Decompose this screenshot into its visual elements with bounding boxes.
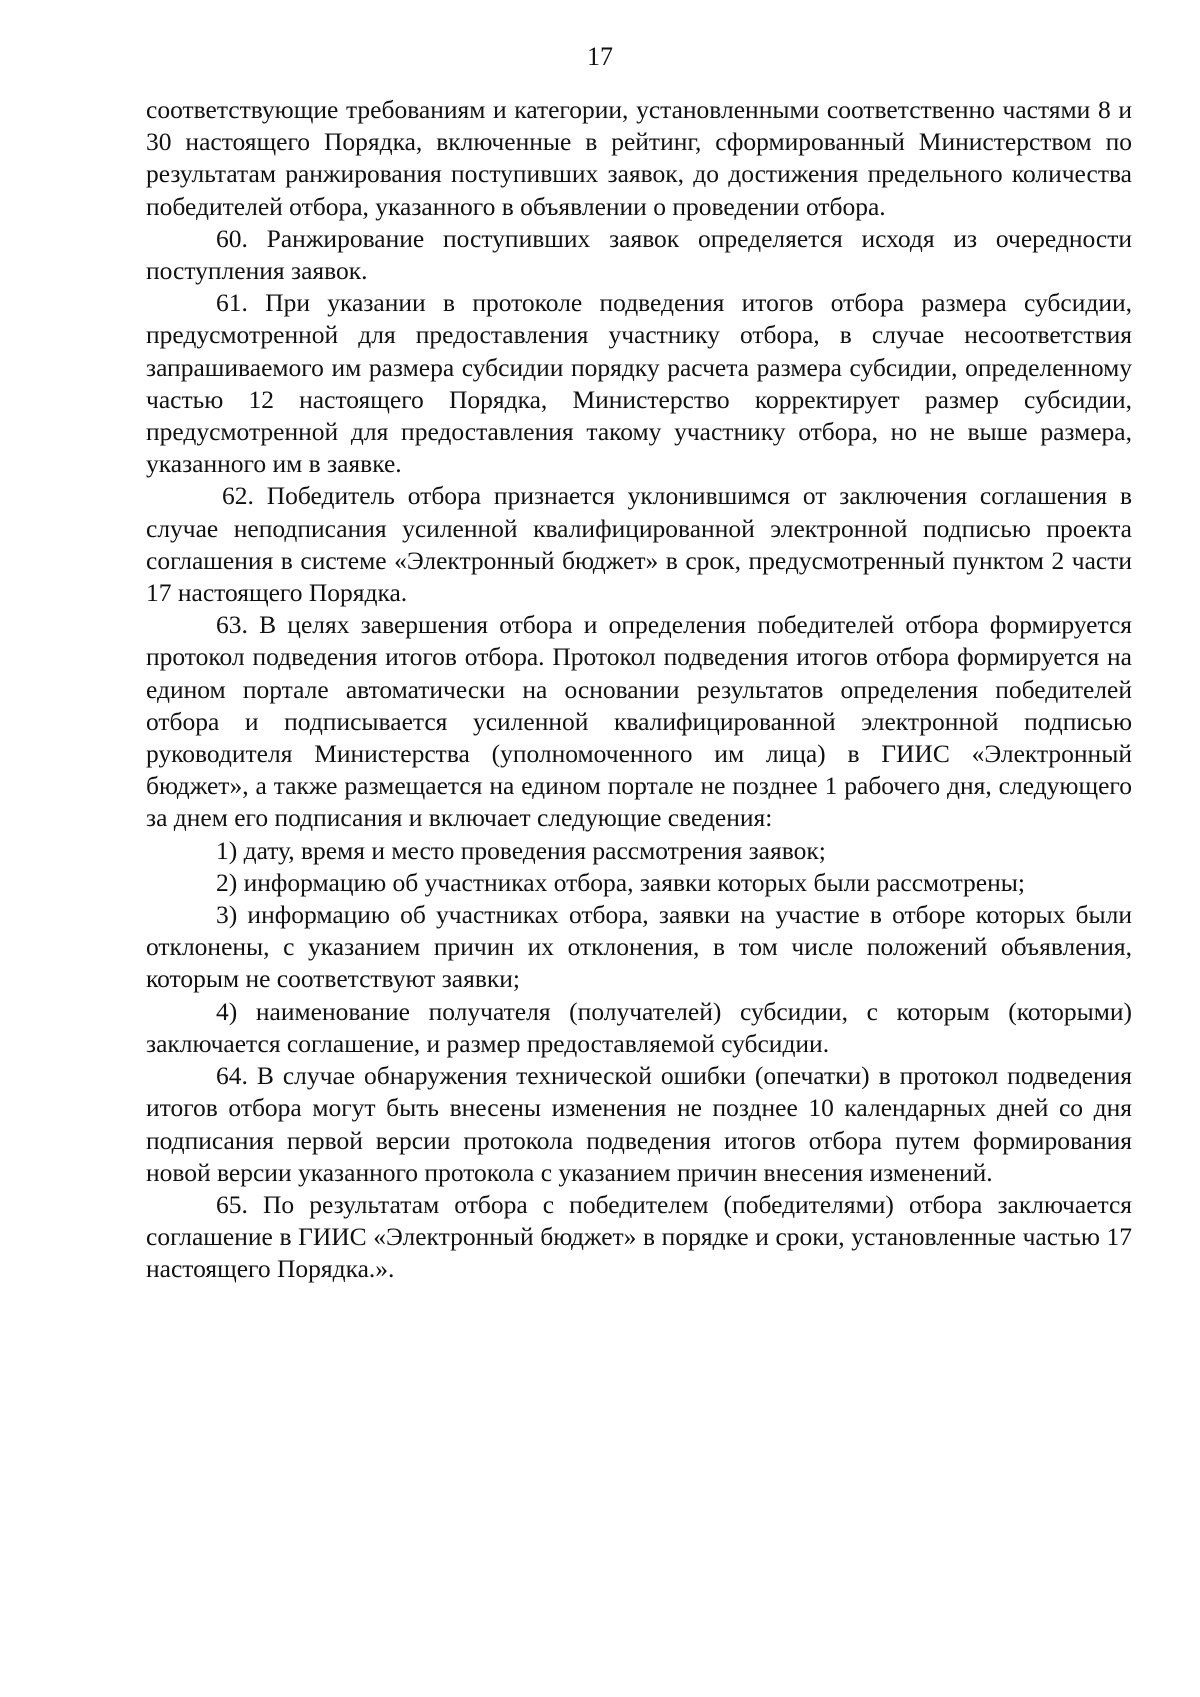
- paragraph-65: 65. По результатам отбора с победителем (победителями) отбора заключается соглашение в ГИИС «Электронный бюджет» в порядке и сроки, установленные частью 17 настоящего Порядка.».: [146, 1189, 1132, 1284]
- list-item-1: 1) дату, время и место проведения рассмотрения заявок;: [216, 835, 826, 865]
- list-item-2: 2) информацию об участниках отбора, заявки которых были рассмотрены;: [216, 867, 1025, 897]
- list-item-4: 4) наименование получателя (получателей) субсидии, с которым (которыми) заключается соглашение, и размер предоставляемой субсидии.: [146, 996, 1132, 1058]
- paragraph-continuation: соответствующие требованиям и категории, установленными соответственно частями 8 и 30 настоящего Порядка, включенные в рейтинг, сформированный Министерством по результатам ранжирования поступивших заявок, до достижения предельного количества победителей отбора, указанного в объявлении о проведении отбора.: [146, 95, 1132, 221]
- list-item-3: 3) информацию об участниках отбора, заявки на участие в отборе которых были отклонены, с указанием причин их отклонения, в том числе положений объявления, которым не соответствуют заявки;: [146, 900, 1132, 994]
- document-body: [146, 94, 1132, 1286]
- paragraph-60: 60. Ранжирование поступивших заявок определяется исходя из очередности поступления заявок.: [146, 223, 1132, 286]
- paragraph-62: 62. Победитель отбора признается уклонившимся от заключения соглашения в случае неподписания усиленной квалифицированной электронной подписью проекта соглашения в системе «Электронный бюджет» в срок, предусмотренный пунктом 2 части 17 настоящего Порядка.: [146, 481, 1132, 608]
- paragraph-64: 64. В случае обнаружения технической ошибки (опечатки) в протокол подведения итогов отбора могут быть внесены изменения не позднее 10 календарных дней со дня подписания первой версии протокола подведения итогов отбора путем формирования новой версии указанного протокола с указанием причин внесения изменений.: [146, 1061, 1132, 1187]
- paragraph-61: 61. При указании в протоколе подведения итогов отбора размера субсидии, предусмотренной для предоставления участнику отбора, в случае несоответствия запрашиваемого им размера субсидии порядку расчета размера субсидии, определенному частью 12 настоящего Порядка, Министерство корректирует размер субсидии, предусмотренной для предоставления такому участнику отбора, но не выше размера, указанного им в заявке.: [146, 288, 1132, 479]
- page-number: 17: [587, 42, 613, 71]
- paragraph-63: 63. В целях завершения отбора и определения победителей отбора формируется протокол подведения итогов отбора. Протокол подведения итогов отбора формируется на едином портале автоматически на основании результатов определения победителей отбора и подписывается усиленной квалифицированной электронной подписью руководителя Министерства (уполномоченного им лица) в ГИИС «Электронный бюджет», а также размещается на едином портале не позднее 1 рабочего дня, следующего за днем его подписания и включает следующие сведения:: [146, 610, 1132, 833]
